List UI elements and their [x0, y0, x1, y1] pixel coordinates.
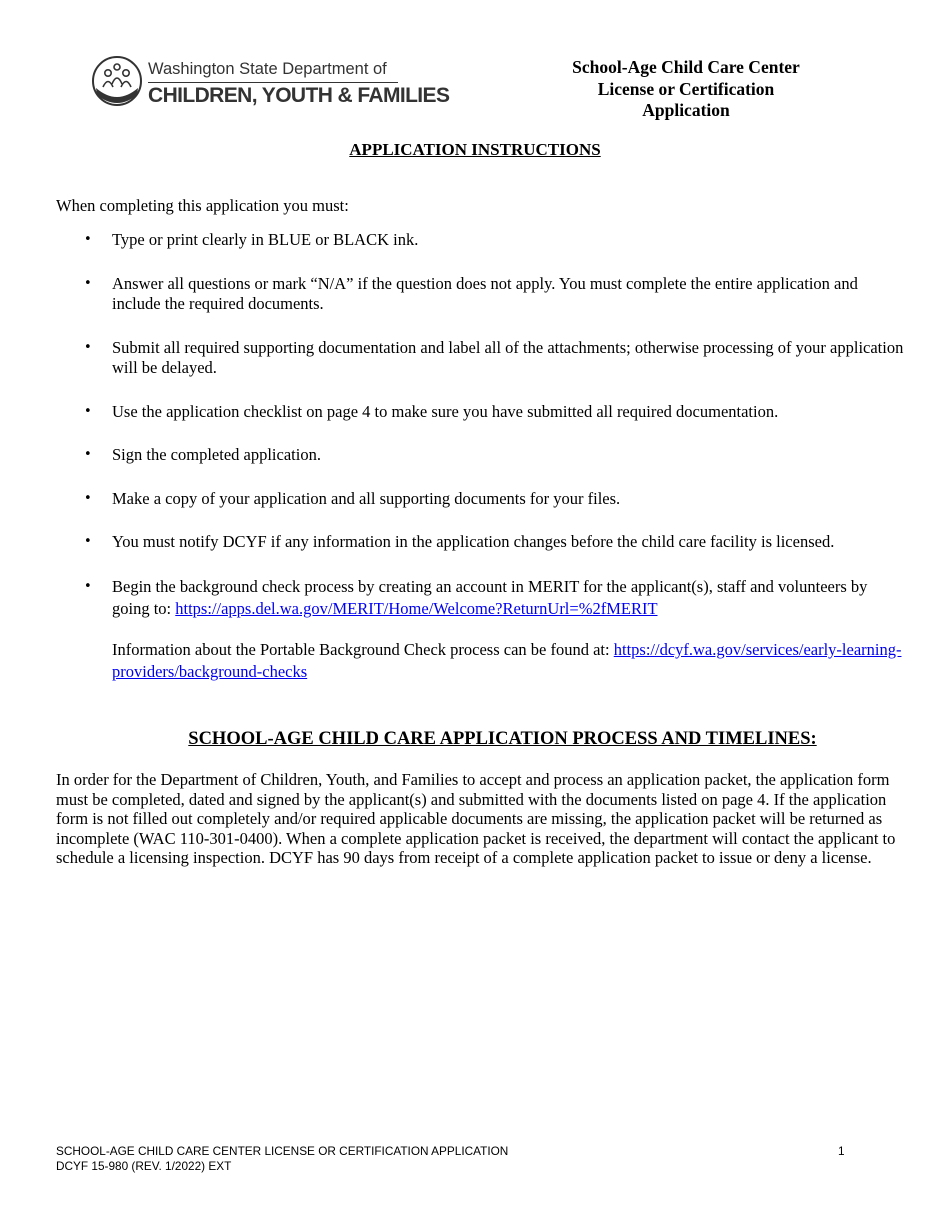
form-title-line-3: Application: [642, 100, 730, 120]
agency-name: Washington State Department of: [148, 60, 387, 78]
process-body: In order for the Department of Children, Youth, and Families to accept and process an application packet, the application form must be completed, dated and signed by the applicant(s) and submitted with the documents listed on page 4. If the application form is not filled out completely and/or required applicable documents are missing, the application packet will be returned as incomplete (WAC 110-301-0400). When a complete application packet is received, the department will contact the applicant to schedule a licensing inspection. DCYF has 90 days from receipt of a complete application packet to issue or deny a license.: [56, 770, 896, 868]
list-item: • Use the application checklist on page 4 to make sure you have submitted all required documentation.: [56, 402, 906, 423]
background-checks-link[interactable]: https://dcyf.wa.gov/services/early-learning-providers/background-checks: [112, 640, 902, 681]
list-item: • Answer all questions or mark “N/A” if the question does not apply. You must complete the entire application and include the required documents.: [56, 274, 906, 315]
merit-instruction-text: Begin the background check process by creating an account in MERIT for the applicant(s), staff and volunteers by going to:: [112, 576, 868, 618]
list-item: [56, 576, 906, 620]
instructions-heading: APPLICATION INSTRUCTIONS: [349, 140, 601, 159]
list-item: • Type or print clearly in BLUE or BLACK ink.: [56, 230, 906, 251]
form-title: [540, 57, 832, 122]
portable-info-text: Information about the Portable Background Check process can be found at:: [112, 640, 614, 659]
list-item: • Make a copy of your application and all supporting documents for your files.: [56, 489, 906, 510]
logo-divider: [148, 82, 398, 83]
footer-form-title: SCHOOL-AGE CHILD CARE CENTER LICENSE OR CERTIFICATION APPLICATION: [56, 1144, 509, 1158]
list-item: • Submit all required supporting documentation and label all of the attachments; otherwise processing of your application will be delayed.: [56, 338, 906, 379]
list-item: • You must notify DCYF if any information in the application changes before the child care facility is licensed.: [56, 532, 906, 553]
page-number: 1: [838, 1144, 845, 1158]
process-heading: SCHOOL-AGE CHILD CARE APPLICATION PROCESS AND TIMELINES:: [188, 729, 817, 749]
dcyf-emblem-icon: [90, 54, 144, 112]
merit-link[interactable]: https://apps.del.wa.gov/MERIT/Home/Welcome?ReturnUrl=%2fMERIT: [175, 598, 658, 618]
dcyf-logo: [90, 54, 450, 112]
footer-form-number: DCYF 15-980 (REV. 1/2022) EXT: [56, 1159, 232, 1173]
agency-division: CHILDREN, YOUTH & FAMILIES: [148, 84, 450, 107]
form-title-line-2: License or Certification: [597, 78, 775, 99]
instructions-intro: When completing this application you must:: [56, 196, 349, 215]
form-title-line-1: School-Age Child Care Center: [572, 57, 800, 77]
list-item: • Sign the completed application.: [56, 445, 906, 466]
portable-background-check-info: [112, 639, 902, 683]
instructions-list: [56, 230, 906, 643]
page-footer: [56, 1144, 508, 1174]
